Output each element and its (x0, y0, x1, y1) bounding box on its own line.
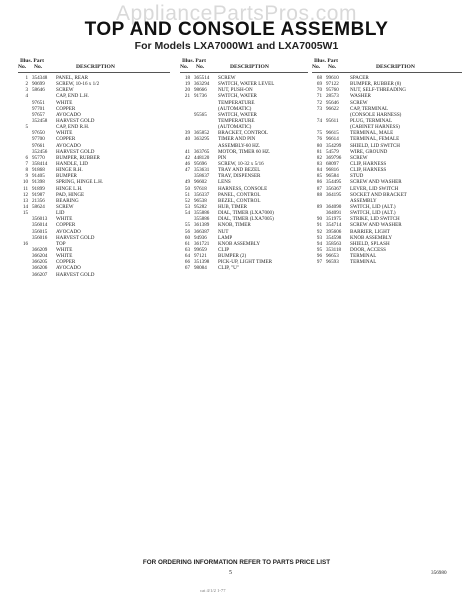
part-no: 356014 (32, 222, 48, 229)
header-no: No. (312, 64, 321, 70)
header-no: No. (18, 64, 27, 70)
ordering-info-footer: FOR ORDERING INFORMATION REFER TO PARTS PRICE LIST (142, 559, 331, 566)
page-title: TOP AND CONSOLE ASSEMBLY (84, 19, 389, 40)
header-part-no: No. (328, 64, 337, 70)
description: HUB, TIMER (218, 203, 248, 210)
illus-no: 60 (184, 234, 190, 241)
description: AVOCADO (56, 265, 81, 272)
illus-no: 10 (22, 179, 28, 186)
description: BUMPER, RUBBER (8) (350, 81, 402, 88)
description: CLIP, HARNESS (350, 167, 387, 174)
description: TERMINAL, FEMALE (350, 136, 400, 143)
part-no: 352458 (32, 117, 48, 124)
page-subtitle: For Models LXA7000W1 and LXA7005W1 (134, 40, 339, 52)
part-no: 97650 (32, 130, 45, 137)
illus-no: 16 (22, 240, 28, 247)
part-no: 395606 (326, 228, 342, 235)
part-no: 354495 (326, 179, 342, 186)
part-no: 356367 (326, 185, 342, 192)
illus-no: 68 (316, 75, 322, 81)
illus-no: 69 (316, 81, 322, 88)
illus-no: 18 (184, 75, 190, 81)
illus-no: 47 (184, 167, 190, 174)
illus-no: 73 (316, 105, 322, 112)
illus-no: 89 (316, 203, 322, 210)
parts-list (18, 75, 170, 278)
description: CAP, TERMINAL (350, 105, 389, 112)
description: MOTOR, TIMER 60 HZ. (218, 148, 271, 155)
illus-no: 49 (184, 179, 190, 186)
description: TRAY, DISPENSER (218, 173, 261, 180)
part-no: 363294 (194, 81, 210, 88)
description: LID (56, 210, 65, 217)
header-illus: Illus. Part (314, 58, 338, 64)
description: WIRE, GROUND (350, 148, 388, 155)
illus-no: 56 (184, 228, 190, 235)
column-header (180, 58, 308, 73)
description: AVOCADO (56, 111, 81, 118)
description: SWITCH, WATER LEVEL (218, 81, 275, 88)
description: NUT, PUSH-ON (218, 87, 253, 94)
description: SCREW, 10-32 x 5/16 (218, 160, 264, 167)
part-no: 366206 (32, 265, 48, 272)
description: CAP, END L.H. (56, 93, 89, 100)
description: SWITCH, WATER (218, 93, 257, 100)
part-no: 363765 (194, 148, 210, 155)
description: CLIP (218, 246, 230, 253)
part-no: 28573 (326, 93, 339, 100)
header-part-no: No. (34, 64, 43, 70)
illus-no: 9 (25, 173, 28, 180)
description: PANEL, CONTROL (218, 191, 261, 198)
description: SWITCH, WATER (218, 111, 257, 118)
illus-no: 86 (316, 179, 322, 186)
part-no: 58624 (32, 203, 45, 210)
illus-no: 50 (184, 185, 190, 192)
illus-no: 81 (316, 148, 322, 155)
description: STUD (350, 173, 364, 180)
part-no: 54579 (326, 148, 339, 155)
description: TOP (56, 240, 66, 247)
table-row (18, 272, 170, 278)
description: TERMINAL, MALE (350, 130, 394, 137)
illus-no: 52 (184, 197, 190, 204)
part-no: 96816 (326, 167, 339, 174)
watermark: AppliancePartsPros.com (116, 2, 357, 25)
description: HARVEST GOLD (56, 148, 95, 155)
description: CLIP, HARNESS (350, 160, 387, 167)
header-description: DESCRIPTION (76, 64, 115, 70)
description: SWITCH, LID (ALT.) (350, 203, 396, 210)
part-no: 353118 (326, 246, 342, 253)
description: LAMP (218, 234, 233, 241)
part-no: 97700 (32, 136, 45, 143)
part-no: 91868 (32, 167, 45, 174)
illus-no: 8 (25, 167, 28, 174)
part-no: 97661 (32, 142, 45, 149)
description: BUMPER (56, 173, 77, 180)
part-no: 97618 (194, 185, 207, 192)
illus-no: 88 (316, 191, 322, 198)
part-no: 366387 (194, 228, 210, 235)
description: KNOB, TIMER (218, 222, 251, 229)
illus-no: 64 (184, 253, 190, 260)
document-code: 356980 (431, 570, 447, 576)
column-header (312, 58, 462, 73)
part-no: 366207 (32, 271, 48, 278)
part-no: 366204 (32, 253, 48, 260)
part-no: 96614 (326, 136, 339, 143)
illus-no: 67 (184, 265, 190, 272)
description: HANDLE, LID (56, 160, 88, 167)
description: SOCKET AND BRACKET (350, 191, 407, 198)
parts-column-2 (180, 58, 308, 272)
illus-no: 3 (25, 87, 28, 94)
illus-no: 12 (22, 191, 28, 198)
illus-no: 19 (184, 81, 190, 88)
description: BUMPER (2) (218, 253, 247, 260)
part-no: 95646 (326, 99, 339, 106)
part-no: 97121 (194, 253, 207, 260)
description: (CONSOLE HARNESS) (350, 111, 402, 118)
illus-no: 85 (316, 173, 322, 180)
part-no: 356013 (32, 216, 48, 223)
part-no: 95282 (194, 203, 207, 210)
part-no: 90699 (32, 81, 45, 88)
part-no: 353631 (194, 167, 210, 174)
part-no: 95565 (194, 111, 207, 118)
illus-no: 87 (316, 185, 322, 192)
description: TERMINAL (350, 253, 377, 260)
description: PLUG, TERMINAL (350, 117, 393, 124)
part-no: 95760 (326, 87, 339, 94)
description: (AUTOMATIC) (218, 105, 252, 112)
description: HARVEST GOLD (56, 234, 95, 241)
part-no: 96602 (194, 179, 207, 186)
description: HINGE L.H. (56, 185, 83, 192)
handwritten-note: cat 4/1/2 1-77 (200, 588, 226, 593)
description: CAP, END R.H. (56, 124, 90, 131)
illus-no: 61 (184, 240, 190, 247)
description: CLIP, "U" (218, 265, 239, 272)
illus-no: 1 (25, 75, 28, 81)
part-no: 365514 (194, 75, 210, 81)
illus-no: 94 (316, 240, 322, 247)
illus-no: 74 (316, 117, 322, 124)
part-no: 99610 (326, 75, 339, 81)
description: SCREW (218, 75, 236, 81)
illus-no: 4 (25, 93, 28, 100)
part-no: 97651 (32, 99, 45, 106)
description: AVOCADO (56, 228, 81, 235)
part-no: 356016 (32, 234, 48, 241)
illus-no: 84 (316, 167, 322, 174)
description: WHITE (56, 246, 73, 253)
part-no: 21356 (32, 197, 45, 204)
description: COPPER (56, 222, 76, 229)
description: SCREW AND WASHER (350, 222, 402, 229)
page-number: 5 (229, 570, 232, 576)
description: (CABINET HARNESS) (350, 124, 400, 131)
description: WHITE (56, 216, 73, 223)
part-no: 97701 (32, 105, 45, 112)
header-description: DESCRIPTION (230, 64, 269, 70)
description: STRIKE, LID SWITCH (350, 216, 400, 223)
header-part-no: No. (196, 64, 205, 70)
illus-no: 97 (316, 259, 322, 266)
part-no: 96593 (326, 259, 339, 266)
description: PAD, HINGE (56, 191, 85, 198)
description: WHITE (56, 99, 73, 106)
part-no: 91899 (32, 185, 45, 192)
illus-no: 93 (316, 234, 322, 241)
part-no: 98084 (194, 265, 207, 272)
part-no: 361389 (194, 222, 210, 229)
parts-column-1 (18, 58, 170, 278)
illus-no: 95 (316, 246, 322, 253)
part-no: 365852 (194, 130, 210, 137)
description: SCREW AND WASHER (350, 179, 402, 186)
description: SCREW (350, 99, 368, 106)
illus-no: 39 (184, 130, 190, 137)
description: SHIELD, SPLASH (350, 240, 390, 247)
illus-no: 82 (316, 154, 322, 161)
description: PICK-UP, LIGHT TIMER (218, 259, 273, 266)
description: PIN (218, 154, 227, 161)
parts-column-3 (312, 58, 462, 265)
part-no: 358414 (32, 160, 48, 167)
description: SCREW (56, 87, 74, 94)
part-no: 96615 (326, 130, 339, 137)
part-no: 364091 (326, 210, 342, 217)
part-no: 354714 (326, 222, 342, 229)
description: TERMINAL (350, 259, 377, 266)
illus-no: 80 (316, 142, 322, 149)
illus-no: 55 (184, 222, 190, 229)
part-no: 98666 (194, 87, 207, 94)
header-illus: Illus. Part (20, 58, 44, 64)
description: HARNESS, CONSOLE (218, 185, 268, 192)
illus-no: 75 (316, 130, 322, 137)
part-no: 363295 (194, 136, 210, 143)
illus-no: 66 (184, 259, 190, 266)
part-no: 366205 (32, 259, 48, 266)
illus-no: 2 (25, 81, 28, 88)
illus-no: 83 (316, 160, 322, 167)
description: BUMPER, RUBBER (56, 154, 100, 161)
description: PANEL, REAR (56, 75, 89, 81)
description: BARRIER, LIGHT (350, 228, 390, 235)
part-no: 95770 (32, 154, 45, 161)
description: TIMER AND PIN (218, 136, 256, 143)
part-no: 354348 (32, 75, 48, 81)
part-no: 358637 (194, 173, 210, 180)
part-no: 352456 (32, 148, 48, 155)
illus-no: 91 (316, 222, 322, 229)
description: DIAL, TIMER (LXA7005) (218, 216, 274, 223)
part-no: 354299 (326, 142, 342, 149)
description: TEMPERATURE (218, 117, 255, 124)
part-no: 58646 (32, 87, 45, 94)
description: COPPER (56, 259, 76, 266)
illus-no: 11 (23, 185, 28, 192)
part-no: 95611 (326, 117, 339, 124)
description: SPRING, HINGE L.H. (56, 179, 104, 186)
part-no: 97657 (32, 111, 45, 118)
part-no: 96538 (194, 197, 207, 204)
description: BRACKET, CONTROL (218, 130, 268, 137)
description: SCREW (56, 203, 74, 210)
description: KNOB ASSEMBLY (218, 240, 261, 247)
table-row (180, 265, 308, 271)
part-no: 364090 (326, 203, 342, 210)
part-no: 97122 (326, 81, 339, 88)
illus-no: 40 (184, 136, 190, 143)
part-no: 91987 (32, 191, 45, 198)
description: WHITE (56, 253, 73, 260)
description: SPACER (350, 75, 369, 81)
description: NUT, SELF-THREADING (350, 87, 406, 94)
part-no: 355886 (194, 216, 210, 223)
description: WASHER (350, 93, 371, 100)
header-description: DESCRIPTION (376, 64, 415, 70)
description: KNOB ASSEMBLY (350, 234, 393, 241)
part-no: 361721 (194, 240, 210, 247)
part-no: 448120 (194, 154, 210, 161)
part-no: 94936 (194, 234, 207, 241)
description: COPPER (56, 136, 76, 143)
part-no: 99659 (194, 246, 207, 253)
description: WHITE (56, 130, 73, 137)
part-no: 369796 (326, 154, 342, 161)
description: NUT (218, 228, 229, 235)
illus-no: 70 (316, 87, 322, 94)
illus-no: 21 (184, 93, 190, 100)
part-no: 96622 (326, 105, 339, 112)
illus-no: 92 (316, 228, 322, 235)
illus-no: 63 (184, 246, 190, 253)
part-no: 351975 (326, 216, 342, 223)
description: LENS (218, 179, 231, 186)
illus-no: 14 (22, 203, 28, 210)
header-illus: Illus. Part (182, 58, 206, 64)
illus-no: 6 (25, 154, 28, 161)
header-no: No. (180, 64, 189, 70)
description: TEMPERATURE (218, 99, 255, 106)
illus-no: 71 (316, 93, 322, 100)
part-no: 355886 (194, 210, 210, 217)
description: HARVEST GOLD (56, 271, 95, 278)
description: SHIELD, LID SWITCH (350, 142, 400, 149)
column-header (18, 58, 170, 73)
part-no: 95696 (194, 160, 207, 167)
illus-no: 54 (184, 210, 190, 217)
part-no: 351398 (194, 259, 210, 266)
part-no: 354598 (326, 234, 342, 241)
part-no: 356015 (32, 228, 48, 235)
part-no: 366209 (32, 246, 48, 253)
description: (AUTOMATIC) (218, 124, 252, 131)
description: SCREW, 10-16 x 1/2 (56, 81, 100, 88)
part-no: 91736 (194, 93, 207, 100)
part-no: 91405 (32, 173, 45, 180)
illus-no: 90 (316, 216, 322, 223)
illus-no: 20 (184, 87, 190, 94)
description: DIAL, TIMER (LXA7000) (218, 210, 274, 217)
description: HARVEST GOLD (56, 117, 95, 124)
part-no: 68097 (326, 160, 339, 167)
table-row (312, 259, 462, 265)
part-no: 96584 (326, 173, 339, 180)
illus-no: 42 (184, 154, 190, 161)
description: SWITCH, LID (ALT.) (350, 210, 396, 217)
description: ASSEMBLY-60 HZ. (218, 142, 261, 149)
description: DOOR, ACCESS (350, 246, 386, 253)
part-no: 358563 (326, 240, 342, 247)
illus-no: 96 (316, 253, 322, 260)
description: BEARING (56, 197, 79, 204)
description: HINGE R.H. (56, 167, 83, 174)
parts-list (312, 75, 462, 265)
part-no: 91398 (32, 179, 45, 186)
illus-no: 72 (316, 99, 322, 106)
description: SCREW (350, 154, 368, 161)
illus-no: 51 (184, 191, 190, 198)
illus-no: 13 (22, 197, 28, 204)
description: COPPER (56, 105, 76, 112)
description: ASSEMBLY (350, 197, 377, 204)
illus-no: 41 (184, 148, 190, 155)
illus-no: 76 (316, 136, 322, 143)
description: TRAY AND BEZEL (218, 167, 261, 174)
part-no: 96653 (326, 253, 339, 260)
parts-list (180, 75, 308, 272)
description: BEZEL, CONTROL (218, 197, 261, 204)
illus-no: 15 (22, 210, 28, 217)
illus-no: 46 (184, 160, 190, 167)
part-no: 356337 (194, 191, 210, 198)
description: AVOCADO (56, 142, 81, 149)
illus-no: 7 (25, 160, 28, 167)
illus-no: 5 (25, 124, 28, 131)
part-no: 364195 (326, 191, 342, 198)
illus-no: 53 (184, 203, 190, 210)
description: LEVER, LID SWITCH (350, 185, 399, 192)
